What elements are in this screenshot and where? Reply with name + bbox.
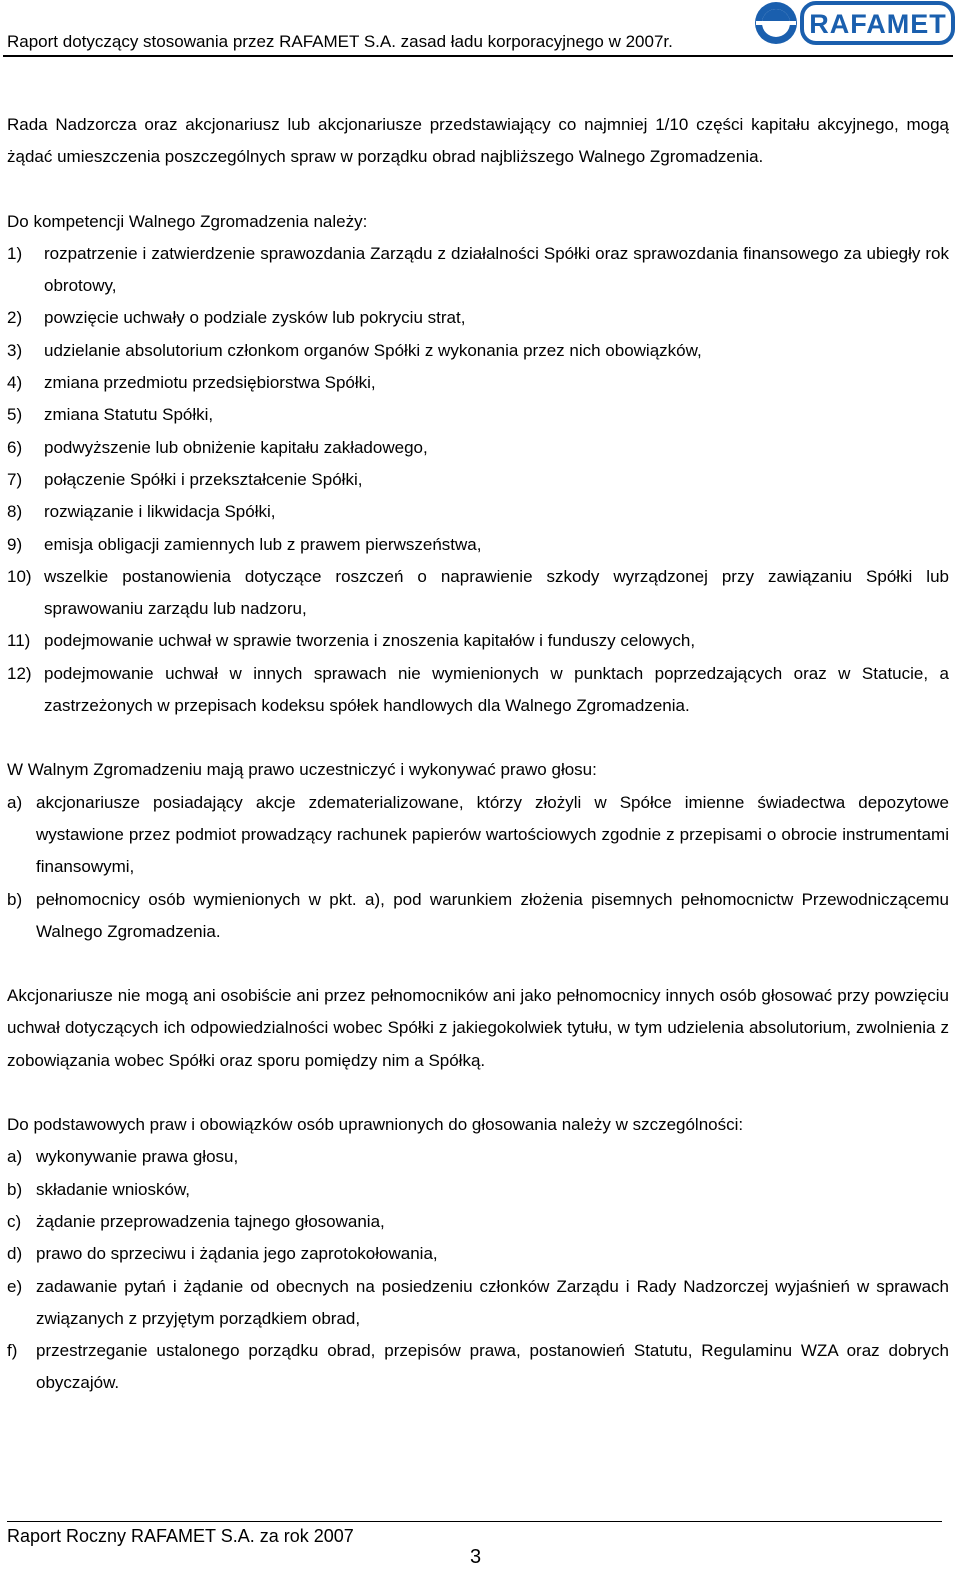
footer-text: Raport Roczny RAFAMET S.A. za rok 2007 xyxy=(7,1526,354,1546)
list-item xyxy=(7,1238,949,1270)
list-item-letter: b) xyxy=(7,1179,23,1199)
header-rule xyxy=(3,55,953,57)
list-item-text: składanie wniosków, xyxy=(36,1179,191,1199)
list-item-text: udzielanie absolutorium członkom organów Spółki z wykonania przez nich obowiązków, xyxy=(44,340,702,360)
list-item-number: 11) xyxy=(7,631,31,651)
list-item xyxy=(7,335,949,367)
list-item-text: wszelkie postanowienia dotyczące roszczeń o naprawienie szkody wyrządzonej przy zawiązaniu Spółki lub sprawowaniu zarządu lub nadzoru, xyxy=(44,566,949,619)
list-item xyxy=(7,884,949,949)
spacer xyxy=(7,174,949,206)
page-header xyxy=(0,0,960,60)
list-item-number: 8) xyxy=(7,502,23,522)
list-item-number: 5) xyxy=(7,405,23,425)
list-item-letter: a) xyxy=(7,792,23,812)
footer-rule xyxy=(7,1521,942,1522)
list-item xyxy=(7,561,949,626)
list-item-text: zmiana Statutu Spółki, xyxy=(44,405,214,425)
list-item-letter: a) xyxy=(7,1147,23,1167)
header-title: Raport dotyczący stosowania przez RAFAMET S.A. zasad ładu korporacyjnego w 2007r. xyxy=(7,32,673,51)
list-item xyxy=(7,529,949,561)
list-item-text: rozpatrzenie i zatwierdzenie sprawozdania Zarządu z działalności Spółki oraz sprawozdania finansowego za ubiegły rok obrotowy, xyxy=(44,243,949,296)
list-item xyxy=(7,1271,949,1336)
list-item-letter: f) xyxy=(7,1341,18,1361)
list-item xyxy=(7,399,949,431)
logo-emblem-icon xyxy=(755,2,797,44)
list-item-text: żądanie przeprowadzenia tajnego głosowania, xyxy=(36,1211,385,1231)
paragraph-shareholders: Akcjonariusze nie mogą ani osobiście ani przez pełnomocników ani jako pełnomocnicy innych osób głosować przy powzięciu uchwał dotyczących ich odpowiedzialności wobec Spółki z jakiegokolwiek tytułu, w tym udzielenia absolutorium, zwolnienia z zobowiązania wobec Spółki oraz sporu pomiędzy nim a Spółką. xyxy=(7,986,949,1070)
list-item xyxy=(7,432,949,464)
list-item-letter: b) xyxy=(7,889,23,909)
list-item-text: rozwiązanie i likwidacja Spółki, xyxy=(44,502,276,522)
list-item-text: połączenie Spółki i przekształcenie Spółki, xyxy=(44,469,363,489)
list-item xyxy=(7,302,949,334)
document-body xyxy=(7,109,949,1400)
rafamet-logo xyxy=(752,0,956,48)
voting-intro: W Walnym Zgromadzeniu mają prawo uczestniczyć i wykonywać prawo głosu: xyxy=(7,760,597,780)
list-item xyxy=(7,658,949,723)
list-item-number: 10) xyxy=(7,566,32,586)
list-item-letter: c) xyxy=(7,1211,22,1231)
rights-intro: Do podstawowych praw i obowiązków osób uprawnionych do głosowania należy w szczególności: xyxy=(7,1115,744,1135)
list-item-number: 4) xyxy=(7,373,23,393)
list-item-text: podwyższenie lub obniżenie kapitału zakładowego, xyxy=(44,437,428,457)
list-item xyxy=(7,787,949,884)
rights-list xyxy=(7,1141,949,1399)
list-item-number: 3) xyxy=(7,340,23,360)
list-item-text: emisja obligacji zamiennych lub z prawem pierwszeństwa, xyxy=(44,534,482,554)
list-item-number: 9) xyxy=(7,534,23,554)
list-item-text: pełnomocnicy osób wymienionych w pkt. a), pod warunkiem złożenia pisemnych pełnomocnictw Przewodniczącemu Walnego Zgromadzenia. xyxy=(36,889,949,941)
spacer xyxy=(7,948,949,980)
list-item-letter: e) xyxy=(7,1276,23,1296)
list-item-text: zadawanie pytań i żądanie od obecnych na posiedzeniu członków Zarządu i Rady Nadzorczej wyjaśnień w sprawach związanych z przyjętym porządkiem obrad, xyxy=(36,1276,949,1328)
list-item xyxy=(7,1335,949,1400)
list-item xyxy=(7,1141,949,1173)
list-item-number: 6) xyxy=(7,437,23,457)
list-item-number: 7) xyxy=(7,469,23,489)
list-item xyxy=(7,625,949,657)
list-item-text: podejmowanie uchwał w sprawie tworzenia i znoszenia kapitałów i funduszy celowych, xyxy=(44,631,696,651)
list-item-letter: d) xyxy=(7,1244,23,1264)
list-item xyxy=(7,1174,949,1206)
page-number: 3 xyxy=(470,1546,482,1568)
list-item-text: wykonywanie prawa głosu, xyxy=(36,1147,239,1167)
list-item-text: prawo do sprzeciwu i żądania jego zaprotokołowania, xyxy=(36,1244,438,1264)
spacer xyxy=(7,722,949,754)
list-item-text: podejmowanie uchwał w innych sprawach nie wymienionych w punktach poprzedzających oraz w Statucie, a zastrzeżonych w przepisach kodeksu spółek handlowych dla Walnego Zgromadzenia. xyxy=(44,663,949,716)
list-item-number: 2) xyxy=(7,308,23,328)
list-item-text: powzięcie uchwały o podziale zysków lub pokryciu strat, xyxy=(44,308,466,328)
competence-intro: Do kompetencji Walnego Zgromadzenia należy: xyxy=(7,211,368,231)
list-item xyxy=(7,1206,949,1238)
list-item xyxy=(7,238,949,303)
logo-text: RAFAMET xyxy=(809,9,947,39)
list-item-number: 1) xyxy=(7,243,23,263)
list-item xyxy=(7,367,949,399)
list-item xyxy=(7,496,949,528)
list-item-number: 12) xyxy=(7,663,32,683)
paragraph-agenda: Rada Nadzorcza oraz akcjonariusz lub akcjonariusze przedstawiający co najmniej 1/10 części kapitału akcyjnego, mogą żądać umieszczenia poszczególnych spraw w porządku obrad najbliższego Walnego Zgromadzenia. xyxy=(7,115,949,167)
spacer xyxy=(7,1077,949,1109)
list-item xyxy=(7,464,949,496)
list-item-text: zmiana przedmiotu przedsiębiorstwa Spółki, xyxy=(44,373,376,393)
voting-list xyxy=(7,787,949,948)
list-item-text: akcjonariusze posiadający akcje zdematerializowane, którzy złożyli w Spółce imienne świadectwa depozytowe wystawione przez podmiot prowadzący rachunek papierów wartościowych zgodnie z przepisami o obrocie instrumentami finansowymi, xyxy=(36,792,949,877)
competence-list xyxy=(7,238,949,722)
list-item-text: przestrzeganie ustalonego porządku obrad, przepisów prawa, postanowień Statutu, Regulaminu WZA oraz dobrych obyczajów. xyxy=(36,1341,949,1393)
